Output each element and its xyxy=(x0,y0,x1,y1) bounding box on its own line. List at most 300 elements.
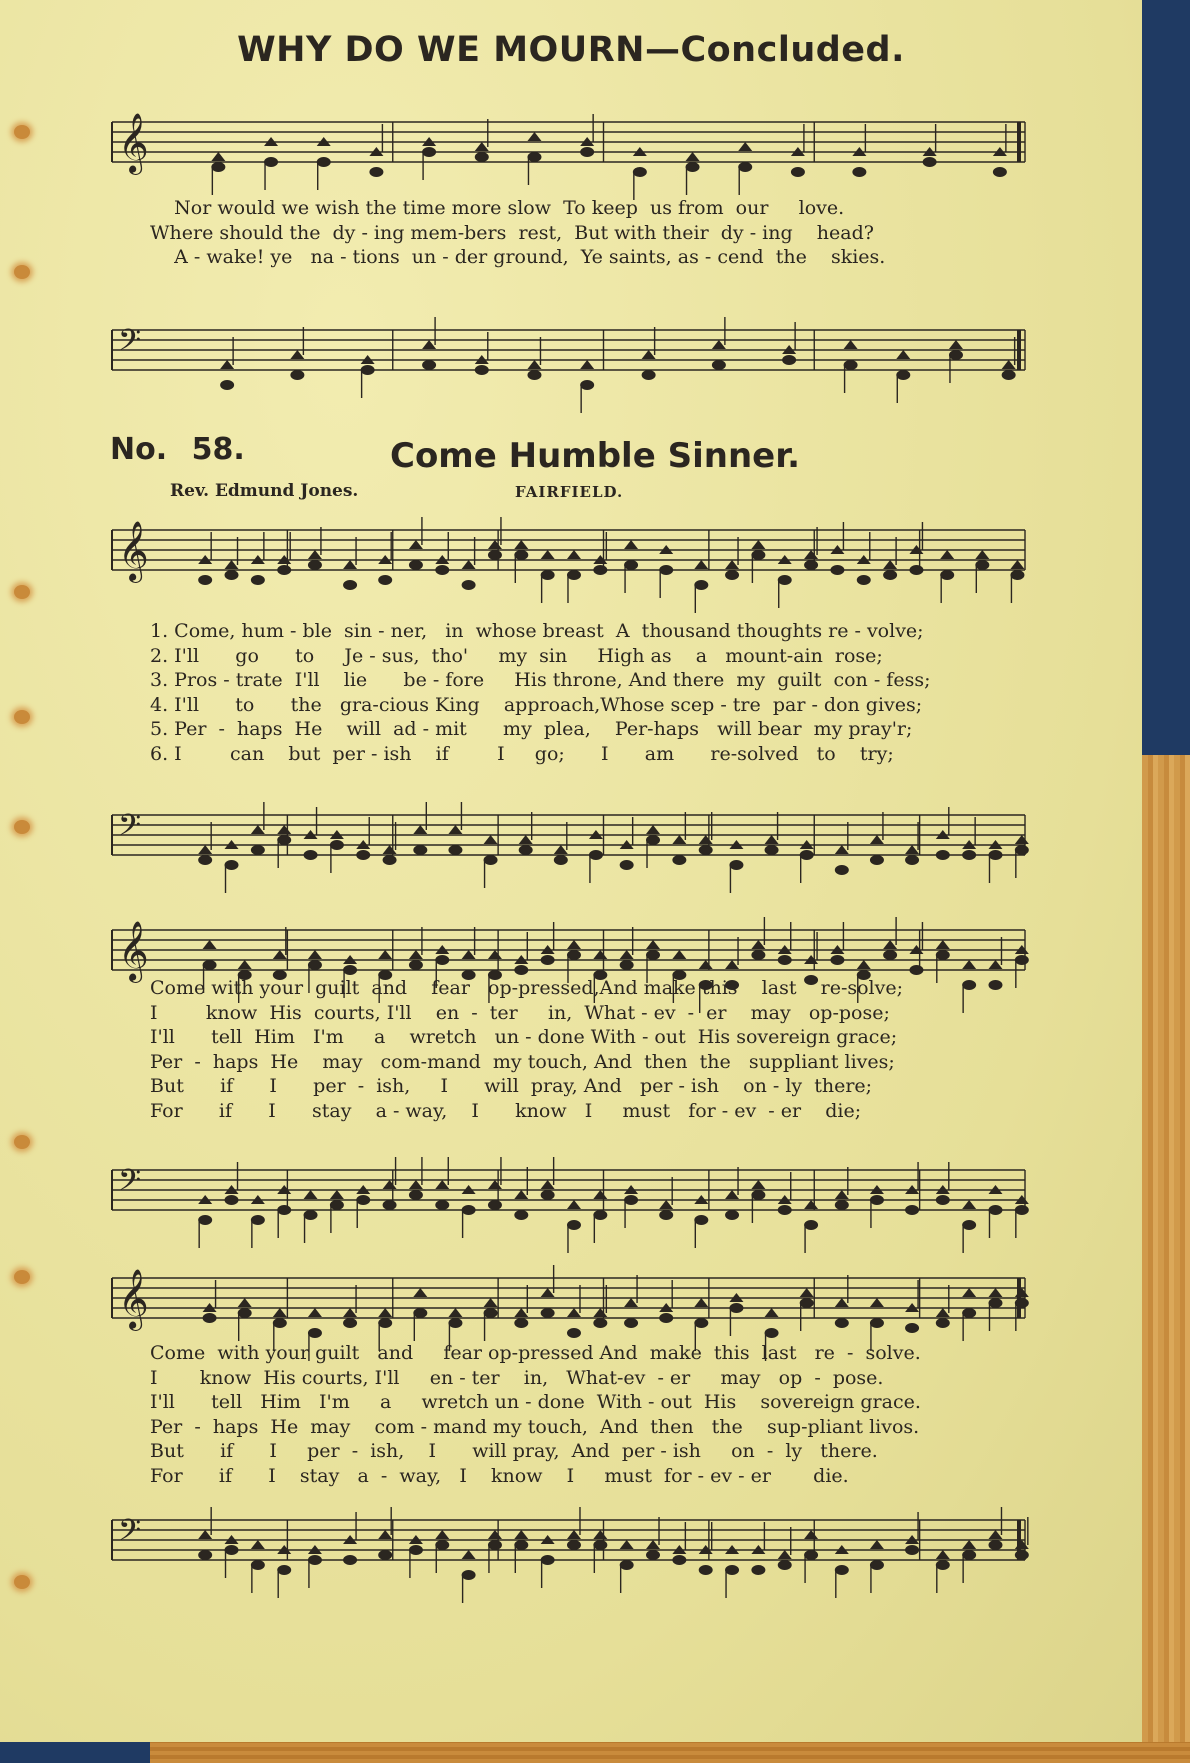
refrain-lyrics xyxy=(150,976,1020,1123)
note-head xyxy=(554,855,568,865)
note-head xyxy=(567,550,581,559)
note-head xyxy=(343,560,357,569)
note-head xyxy=(870,1298,884,1307)
note-head xyxy=(936,1560,950,1570)
note-head xyxy=(435,1530,449,1539)
note-head xyxy=(448,1308,462,1317)
note-head xyxy=(448,845,462,855)
note-head xyxy=(541,955,555,965)
lyric-line: 1. Come, hum - ble sin - ner, in whose breast A thousand thoughts re - volve; xyxy=(150,620,924,642)
lyric-line: I'll tell Him I'm a wretch un - done With - out His sovereign grace. xyxy=(150,1391,921,1413)
note-head xyxy=(409,960,423,970)
note-head xyxy=(514,540,528,549)
svg-text:𝄞: 𝄞 xyxy=(118,113,149,173)
note-head xyxy=(962,1288,976,1297)
note-head xyxy=(949,350,963,360)
note-head xyxy=(765,1308,779,1317)
note-head xyxy=(484,835,498,844)
note-head xyxy=(541,1180,555,1189)
note-head xyxy=(527,360,541,369)
note-head xyxy=(203,960,217,970)
note-head xyxy=(225,570,239,580)
note-head xyxy=(475,365,489,375)
note-head xyxy=(804,1200,818,1209)
note-head xyxy=(383,1180,397,1189)
note-head xyxy=(620,860,634,870)
note-head xyxy=(751,540,765,549)
note-head xyxy=(356,850,370,860)
note-head xyxy=(870,835,884,844)
note-head xyxy=(642,370,656,380)
note-head xyxy=(593,1308,607,1317)
note-head xyxy=(905,855,919,865)
note-head xyxy=(646,825,660,834)
note-head xyxy=(220,380,234,390)
note-head xyxy=(620,1560,634,1570)
note-head xyxy=(765,845,779,855)
note-head xyxy=(567,1540,581,1550)
lyric-line: Nor would we wish the time more slow To keep us from our love. xyxy=(150,197,845,219)
note-head xyxy=(624,560,638,570)
note-head xyxy=(800,850,814,860)
note-head xyxy=(909,565,923,575)
note-head xyxy=(782,355,796,365)
note-head xyxy=(484,1308,498,1318)
note-head xyxy=(620,950,634,959)
svg-text:𝄞: 𝄞 xyxy=(118,921,149,981)
note-head xyxy=(541,1190,555,1200)
note-head xyxy=(273,1318,287,1328)
note-head xyxy=(642,350,656,359)
note-head xyxy=(308,960,322,970)
note-head xyxy=(514,1308,528,1317)
note-head xyxy=(694,560,708,569)
note-head xyxy=(896,370,910,380)
note-head xyxy=(940,570,954,580)
note-head xyxy=(378,1308,392,1317)
note-head xyxy=(409,1180,423,1189)
lyric-line: Per - haps He may com-mand my touch, And then the suppliant lives; xyxy=(150,1050,895,1073)
note-head xyxy=(870,855,884,865)
note-head xyxy=(725,1210,739,1220)
note-head xyxy=(988,1288,1002,1297)
note-head xyxy=(659,1200,673,1209)
note-head xyxy=(277,1205,291,1215)
note-head xyxy=(211,162,225,172)
note-head xyxy=(751,1565,765,1575)
note-head xyxy=(435,1540,449,1550)
note-head xyxy=(383,1200,397,1210)
lyric-line: But if I per - ish, I will pray, And per - ish on - ly there; xyxy=(150,1075,873,1097)
tune-name: FAIRFIELD. xyxy=(515,483,624,501)
note-head xyxy=(567,1308,581,1317)
note-head xyxy=(567,950,581,960)
note-head xyxy=(593,565,607,575)
note-head xyxy=(835,1200,849,1210)
note-head xyxy=(988,1530,1002,1539)
note-head xyxy=(527,370,541,380)
note-head xyxy=(567,1200,581,1209)
note-head xyxy=(620,960,634,970)
continued-lyrics xyxy=(150,196,1020,270)
note-head xyxy=(694,1298,708,1307)
note-head xyxy=(646,1550,660,1560)
note-head xyxy=(699,1565,713,1575)
note-head xyxy=(725,570,739,580)
note-head xyxy=(936,1308,950,1317)
note-head xyxy=(527,132,541,141)
note-head xyxy=(488,1200,502,1210)
note-head xyxy=(378,575,392,585)
refrain-lyrics xyxy=(150,1341,1020,1488)
note-head xyxy=(751,1190,765,1200)
note-head xyxy=(988,850,1002,860)
note-head xyxy=(484,855,498,865)
note-head xyxy=(712,360,726,370)
note-head xyxy=(835,845,849,854)
note-head xyxy=(567,1328,581,1338)
note-head xyxy=(435,955,449,965)
note-head xyxy=(975,550,989,559)
note-head xyxy=(962,1308,976,1318)
note-head xyxy=(624,1298,638,1307)
lyric-line: I know His courts, I'll en - ter in, What - ev - er may op-pose; xyxy=(150,1001,890,1024)
note-head xyxy=(962,1540,976,1549)
note-head xyxy=(593,1210,607,1220)
continued-hymn-title: WHY DO WE MOURN—Concluded. xyxy=(237,30,905,70)
note-head xyxy=(435,565,449,575)
note-head xyxy=(343,1318,357,1328)
note-head xyxy=(857,960,871,969)
note-head xyxy=(633,167,647,177)
note-head xyxy=(791,167,805,177)
note-head xyxy=(804,1530,818,1539)
note-head xyxy=(699,960,713,969)
note-head xyxy=(198,1550,212,1560)
note-head xyxy=(593,1190,607,1199)
verse-lyrics xyxy=(150,619,1020,766)
note-head xyxy=(330,1190,344,1199)
svg-text:𝄢: 𝄢 xyxy=(118,1164,142,1205)
note-head xyxy=(751,550,765,560)
note-head xyxy=(308,1328,322,1338)
svg-text:𝄞: 𝄞 xyxy=(118,521,149,581)
hymn-title: Come Humble Sinner. xyxy=(390,436,801,476)
binding-hole xyxy=(14,1135,30,1149)
lyric-line: 4. I'll to the gra-cious King approach,Whose scep - tre par - don gives; xyxy=(150,693,923,716)
note-head xyxy=(962,1550,976,1560)
note-head xyxy=(646,1540,660,1549)
note-head xyxy=(694,1318,708,1328)
note-head xyxy=(203,1313,217,1323)
note-head xyxy=(835,1565,849,1575)
note-head xyxy=(488,1530,502,1539)
note-head xyxy=(409,1190,423,1200)
treble-staff xyxy=(0,520,1142,600)
note-head xyxy=(686,162,700,172)
note-head xyxy=(883,950,897,960)
note-head xyxy=(804,1550,818,1560)
note-head xyxy=(330,840,344,850)
note-head xyxy=(936,1195,950,1205)
note-head xyxy=(725,960,739,969)
lyric-line: For if I stay a - way, I know I must for - ev - er die. xyxy=(150,1464,849,1487)
note-head xyxy=(409,1545,423,1555)
note-head xyxy=(646,940,660,949)
note-head xyxy=(857,575,871,585)
note-head xyxy=(514,965,528,975)
note-head xyxy=(413,1308,427,1318)
note-head xyxy=(198,855,212,865)
note-head xyxy=(624,540,638,549)
note-head xyxy=(378,950,392,959)
note-head xyxy=(277,565,291,575)
note-head xyxy=(800,1288,814,1297)
note-head xyxy=(852,167,866,177)
note-head xyxy=(835,865,849,875)
note-head xyxy=(883,570,897,580)
note-head xyxy=(1015,955,1029,965)
note-head xyxy=(936,1550,950,1559)
note-head xyxy=(343,1555,357,1565)
note-head xyxy=(308,1555,322,1565)
note-head xyxy=(198,575,212,585)
note-head xyxy=(751,940,765,949)
note-head xyxy=(725,560,739,569)
treble-staff xyxy=(0,1268,1142,1348)
lyric-line: I know His courts, I'll en - ter in, What-ev - er may op - pose. xyxy=(150,1366,884,1389)
note-head xyxy=(883,560,897,569)
note-head xyxy=(541,1555,555,1565)
note-head xyxy=(751,950,765,960)
note-head xyxy=(940,550,954,559)
note-head xyxy=(835,1190,849,1199)
note-head xyxy=(580,147,594,157)
note-head xyxy=(1015,1288,1029,1297)
note-head xyxy=(251,1560,265,1570)
note-head xyxy=(936,950,950,960)
note-head xyxy=(694,1215,708,1225)
note-head xyxy=(1010,570,1024,580)
note-head xyxy=(988,1205,1002,1215)
note-head xyxy=(383,845,397,854)
note-head xyxy=(290,350,304,359)
note-head xyxy=(514,1190,528,1199)
note-head xyxy=(694,580,708,590)
note-head xyxy=(936,1318,950,1328)
note-head xyxy=(844,360,858,370)
note-head xyxy=(220,360,234,369)
lyric-line: Where should the dy - ing mem-bers rest, But with their dy - ing head? xyxy=(150,221,874,244)
note-head xyxy=(699,845,713,855)
note-head xyxy=(488,1180,502,1189)
note-head xyxy=(343,580,357,590)
note-head xyxy=(541,570,555,580)
note-head xyxy=(541,1288,555,1297)
note-head xyxy=(264,157,278,167)
binding-hole xyxy=(14,265,30,279)
note-head xyxy=(567,940,581,949)
note-head xyxy=(593,1540,607,1550)
note-head xyxy=(435,1200,449,1210)
note-head xyxy=(308,1308,322,1317)
note-head xyxy=(343,1308,357,1317)
note-head xyxy=(870,1195,884,1205)
lyric-line: Per - haps He may com - mand my touch, And then the sup-pliant livos. xyxy=(150,1415,920,1438)
note-head xyxy=(238,1308,252,1318)
note-head xyxy=(198,1215,212,1225)
note-head xyxy=(277,835,291,845)
note-head xyxy=(905,1205,919,1215)
note-head xyxy=(729,860,743,870)
note-head xyxy=(672,950,686,959)
note-head xyxy=(646,950,660,960)
note-head xyxy=(413,1288,427,1297)
note-head xyxy=(949,340,963,349)
note-head xyxy=(308,550,322,559)
note-head xyxy=(589,850,603,860)
note-head xyxy=(1015,1205,1029,1215)
note-head xyxy=(1015,845,1029,855)
lyric-line: A - wake! ye na - tions un - der ground, Ye saints, as - cend the skies. xyxy=(150,246,886,268)
wooden-frame xyxy=(1142,755,1190,1763)
note-head xyxy=(409,560,423,570)
note-head xyxy=(738,142,752,151)
note-head xyxy=(778,955,792,965)
note-head xyxy=(624,1318,638,1328)
bass-staff xyxy=(0,805,1142,885)
note-head xyxy=(870,1540,884,1549)
note-head xyxy=(422,360,436,370)
note-head xyxy=(686,152,700,161)
note-head xyxy=(1015,1540,1029,1549)
note-head xyxy=(378,1318,392,1328)
note-head xyxy=(225,860,239,870)
note-head xyxy=(800,1298,814,1308)
note-head xyxy=(729,1303,743,1313)
note-head xyxy=(988,1540,1002,1550)
note-head xyxy=(448,825,462,834)
note-head xyxy=(751,1180,765,1189)
note-head xyxy=(870,1560,884,1570)
note-head xyxy=(484,1298,498,1307)
note-head xyxy=(462,1570,476,1580)
lyric-line: 6. I can but per - ish if I go; I am re-solved to try; xyxy=(150,742,894,765)
note-head xyxy=(330,1200,344,1210)
note-head xyxy=(1010,560,1024,569)
note-head xyxy=(251,845,265,855)
lyric-line: But if I per - ish, I will pray, And per - ish on - ly there. xyxy=(150,1440,878,1462)
note-head xyxy=(962,1200,976,1209)
note-head xyxy=(962,960,976,969)
lyric-line: For if I stay a - way, I know I must for - ev - er die; xyxy=(150,1099,862,1122)
note-head xyxy=(830,955,844,965)
svg-text:𝄞: 𝄞 xyxy=(118,1269,149,1329)
note-head xyxy=(238,960,252,969)
note-head xyxy=(659,1210,673,1220)
note-head xyxy=(422,147,436,157)
note-head xyxy=(554,845,568,854)
note-head xyxy=(435,1180,449,1189)
lyric-line: Come with your guilt and fear op-pressed,And make this last re-solve; xyxy=(150,977,904,999)
note-head xyxy=(514,550,528,560)
note-head xyxy=(225,1195,239,1205)
note-head xyxy=(475,142,489,151)
note-head xyxy=(804,550,818,559)
svg-text:𝄢: 𝄢 xyxy=(118,809,142,850)
note-head xyxy=(712,340,726,349)
note-head xyxy=(580,360,594,369)
note-head xyxy=(251,1215,265,1225)
note-head xyxy=(211,152,225,161)
note-head xyxy=(778,1550,792,1559)
note-head xyxy=(251,1540,265,1549)
note-head xyxy=(620,1540,634,1549)
note-head xyxy=(198,845,212,854)
note-head xyxy=(488,550,502,560)
note-head xyxy=(541,550,555,559)
lyric-line: 2. I'll go to Je - sus, tho' my sin High as a mount-ain rose; xyxy=(150,644,883,667)
note-head xyxy=(1015,835,1029,844)
note-head xyxy=(488,540,502,549)
note-head xyxy=(699,835,713,844)
note-head xyxy=(835,1318,849,1328)
note-head xyxy=(870,1318,884,1328)
note-head xyxy=(413,825,427,834)
note-head xyxy=(905,1323,919,1333)
note-head xyxy=(804,1220,818,1230)
note-head xyxy=(475,152,489,162)
note-head xyxy=(765,1328,779,1338)
note-head xyxy=(409,950,423,959)
note-head xyxy=(519,835,533,844)
svg-text:𝄢: 𝄢 xyxy=(118,324,142,365)
note-head xyxy=(725,1190,739,1199)
note-head xyxy=(765,835,779,844)
bass-staff xyxy=(0,1510,1142,1590)
svg-text:𝄢: 𝄢 xyxy=(118,1514,142,1555)
note-head xyxy=(567,1220,581,1230)
note-head xyxy=(514,1530,528,1539)
note-head xyxy=(646,835,660,845)
note-head xyxy=(778,1205,792,1215)
bass-staff xyxy=(0,320,1142,400)
binding-hole xyxy=(14,710,30,724)
note-head xyxy=(936,940,950,949)
note-head xyxy=(567,570,581,580)
note-head xyxy=(462,580,476,590)
note-head xyxy=(804,560,818,570)
hymn-author: Rev. Edmund Jones. xyxy=(170,481,359,501)
note-head xyxy=(993,167,1007,177)
note-head xyxy=(378,1530,392,1539)
note-head xyxy=(290,370,304,380)
note-head xyxy=(672,855,686,865)
note-head xyxy=(277,1565,291,1575)
note-head xyxy=(541,1308,555,1318)
lyric-line: 3. Pros - trate I'll lie be - fore His throne, And there my guilt con - fess; xyxy=(150,669,931,691)
note-head xyxy=(988,1298,1002,1308)
note-head xyxy=(273,950,287,959)
lyric-line: I'll tell Him I'm a wretch un - done With - out His sovereign grace; xyxy=(150,1026,898,1048)
note-head xyxy=(905,845,919,854)
note-head xyxy=(624,1195,638,1205)
note-head xyxy=(1015,1550,1029,1560)
note-head xyxy=(514,1318,528,1328)
note-head xyxy=(462,560,476,569)
note-head xyxy=(593,950,607,959)
note-head xyxy=(273,1308,287,1317)
